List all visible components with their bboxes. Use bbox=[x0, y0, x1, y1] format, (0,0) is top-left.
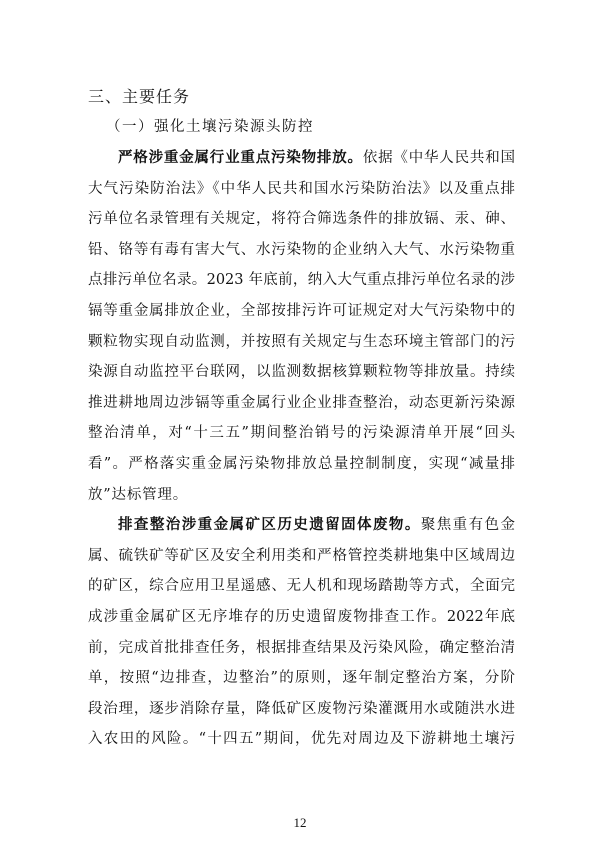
paragraph-line: 段治理，逐步消除存量，降低矿区废物污染灌溉用水或随洪水进 bbox=[88, 700, 515, 717]
paragraph-lead: 排查整治涉重金属矿区历史遗留固体废物。 bbox=[118, 516, 421, 534]
paragraph-line: 成涉重金属矿区无序堆存的历史遗留废物排查工作。2022年底 bbox=[88, 608, 515, 625]
page-number: 12 bbox=[293, 815, 307, 830]
paragraph-line: 镉等重金属排放企业，全部按排污许可证规定对大气污染物中的 bbox=[88, 302, 515, 319]
paragraph-line: 放”达标管理。 bbox=[88, 486, 189, 503]
paragraph-line: 的矿区，综合应用卫星遥感、无人机和现场踏勘等方式，全面完 bbox=[88, 578, 515, 595]
paragraph-line: 严格涉重金属行业重点污染物排放。依据《中华人民共和国 bbox=[118, 149, 516, 166]
paragraph-line: 颗粒物实现自动监测，并按照有关规定与生态环境主管部门的污 bbox=[88, 333, 515, 350]
paragraph-line: 染源自动监控平台联网，以监测数据核算颗粒物等排放量。持续 bbox=[88, 364, 515, 381]
section-heading: 三、主要任务 bbox=[88, 87, 191, 106]
paragraph-line: 大气污染防治法》《中华人民共和国水污染防治法》以及重点排 bbox=[88, 180, 515, 197]
paragraph-line: 前，完成首批排查任务，根据排查结果及污染风险，确定整治清 bbox=[88, 639, 515, 656]
paragraph-line: 看”。严格落实重金属污染物排放总量控制制度，实现“减量排 bbox=[88, 455, 515, 472]
paragraph-line: 单，按照“边排查，边整治”的原则，逐年制定整治方案，分阶 bbox=[88, 670, 515, 687]
subsection-heading: （一）强化土壤污染源头防控 bbox=[106, 119, 314, 135]
paragraph-line: 入农田的风险。“十四五”期间，优先对周边及下游耕地土壤污 bbox=[88, 731, 515, 748]
paragraph-line: 点排污单位名录。2023 年底前，纳入大气重点排污单位名录的涉 bbox=[88, 272, 515, 289]
paragraph-line: 铅、铬等有毒有害大气、水污染物的企业纳入大气、水污染物重 bbox=[88, 241, 515, 258]
paragraph-line: 排查整治涉重金属矿区历史遗留固体废物。聚焦重有色金 bbox=[118, 516, 515, 534]
paragraph-line: 整治清单，对“十三五”期间整治销号的污染源清单开展“回头 bbox=[88, 425, 515, 442]
paragraph-line: 属、硫铁矿等矿区及安全利用类和严格管控类耕地集中区域周边 bbox=[88, 547, 515, 564]
document-body bbox=[88, 143, 515, 755]
paragraph-line: 污单位名录管理有关规定，将符合筛选条件的排放镉、汞、砷、 bbox=[88, 211, 515, 228]
paragraph-line: 推进耕地周边涉镉等重金属行业企业排查整治，动态更新污染源 bbox=[88, 394, 515, 411]
paragraph-lead: 严格涉重金属行业重点污染物排放。 bbox=[118, 149, 363, 166]
